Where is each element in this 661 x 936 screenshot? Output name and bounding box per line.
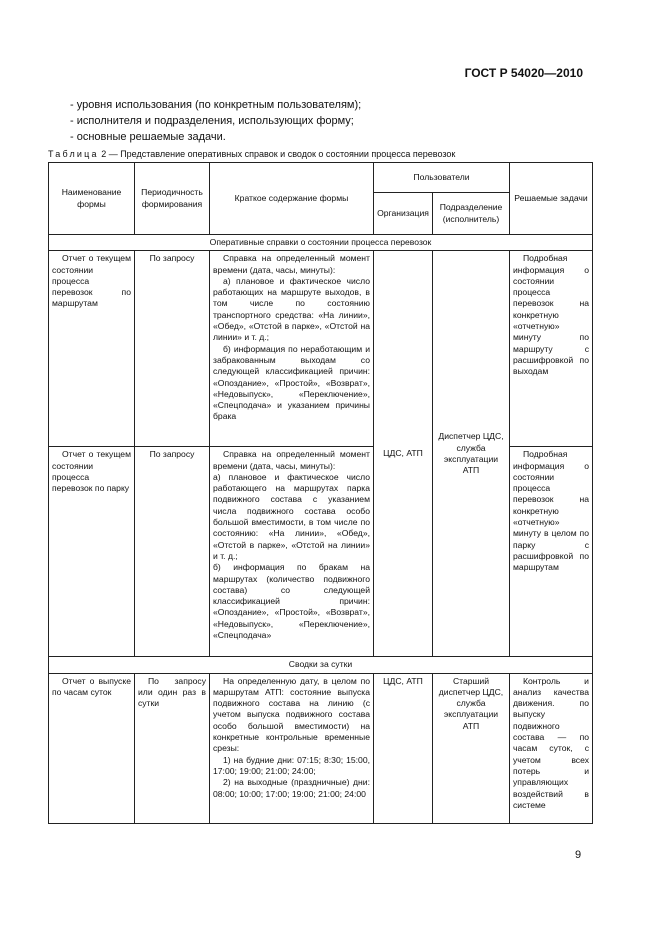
form-org: ЦДС, АТП [374, 673, 433, 823]
table-caption [48, 149, 455, 159]
table-caption-text: 2 — Представление оперативных справок и сводок о состоянии процесса перевозок [98, 149, 456, 159]
form-content: Справка на определенный момент времени (дата, часы, минуты): а) плановое и фактическое число работающего на маршрутах парка подвижного состава с указанием числа подвижного состава особо большой вместимости, в том числе по состоянию: «На линии», «Обед», «Отстой в парке», «Отстой на линии» и т. д.; б) информация по бракам на маршрутах (количество подвижного состава) со следующей классификацией причин: «Опоздание», «Простой», «Возврат», «Недовыпуск», «Переключение», «Спецподача» [210, 447, 374, 657]
form-name: Отчет о текущем состоянии процесса перевозок по парку [49, 447, 135, 657]
form-dept: Старший диспетчер ЦДС, служба эксплуатации АТП [433, 673, 510, 823]
table-row [49, 251, 593, 447]
form-tasks: Контроль и анализ качества движения. по выпуску подвижного состава — по часам суток, с учетом всех потерь и управляющих воздействий в системе [510, 673, 593, 823]
bullet-list [70, 97, 361, 145]
form-tasks: Подробная информация о состоянии процесса перевозок на конкретную «отчетную» минуту по маршруту с расшифровкой по выходам [510, 251, 593, 447]
reports-table [48, 162, 593, 824]
form-period: По запросу [135, 447, 210, 657]
form-period: По запросу или один раз в сутки [135, 673, 210, 823]
section-title: Сводки за сутки [49, 657, 593, 673]
bullet-item: - основные решаемые задачи. [70, 131, 226, 143]
col-header-org: Организация [374, 193, 433, 235]
table-caption-label: Таблица [48, 149, 99, 159]
section-title: Оперативные справки о состоянии процесса перевозок [49, 235, 593, 251]
bullet-item: - уровня использования (по конкретным пользователям); [70, 99, 362, 111]
table-row [49, 673, 593, 823]
document-code: ГОСТ Р 54020—2010 [464, 66, 583, 80]
table-row [49, 447, 593, 657]
col-header-users: Пользователи [374, 163, 510, 193]
form-dept: Диспетчер ЦДС, служба эксплуатации АТП [433, 251, 510, 657]
form-period: По запросу [135, 251, 210, 447]
col-header-tasks: Решаемые задачи [510, 163, 593, 235]
form-org: ЦДС, АТП [374, 251, 433, 657]
page-number: 9 [575, 849, 582, 861]
form-content: Справка на определенный момент времени (дата, часы, минуты): а) плановое и фактическое число работающих на маршруте выходов, в том числе по состоянию транспортного средства: «На линии», «Обед», «Отстой в парке», «Отстой на линии» и т. д.; б) информация по неработающим и забракованным выходам со следующей классификацией причин: «Опоздание», «Простой», «Возврат», «Недовыпуск», «Переключение», «Спецподача» и указанием причины брака [210, 251, 374, 447]
col-header-content: Краткое содержание формы [210, 163, 374, 235]
form-tasks: Подробная информация о состоянии процесса перевозок на конкретную «отчетную» минуту в целом по парку с расшифровкой по маршрутам [510, 447, 593, 657]
form-content: На определенную дату, в целом по маршрутам АТП: состояние выпуска подвижного состава на линию (с учетом выпуска подвижного состава особо большой вместимости) на конкретные контрольные временные срезы: 1) на будние дни: 07:15; 8:30; 15:00, 17:00; 19:00; 21:00; 24:00; 2) на выходные (праздничные) дни: 08:00; 10:00; 17:00; 19:00; 21:00; 24:00 [210, 673, 374, 823]
form-name: Отчет о выпуске по часам суток [49, 673, 135, 823]
col-header-dept: Подразделение (исполнитель) [433, 193, 510, 235]
bullet-item: - исполнителя и подразделения, использующих форму; [70, 115, 354, 127]
col-header-period: Периодичность формирования [135, 163, 210, 235]
form-name: Отчет о текущем состоянии процесса перевозок по маршрутам [49, 251, 135, 447]
col-header-name: Наименование формы [49, 163, 135, 235]
